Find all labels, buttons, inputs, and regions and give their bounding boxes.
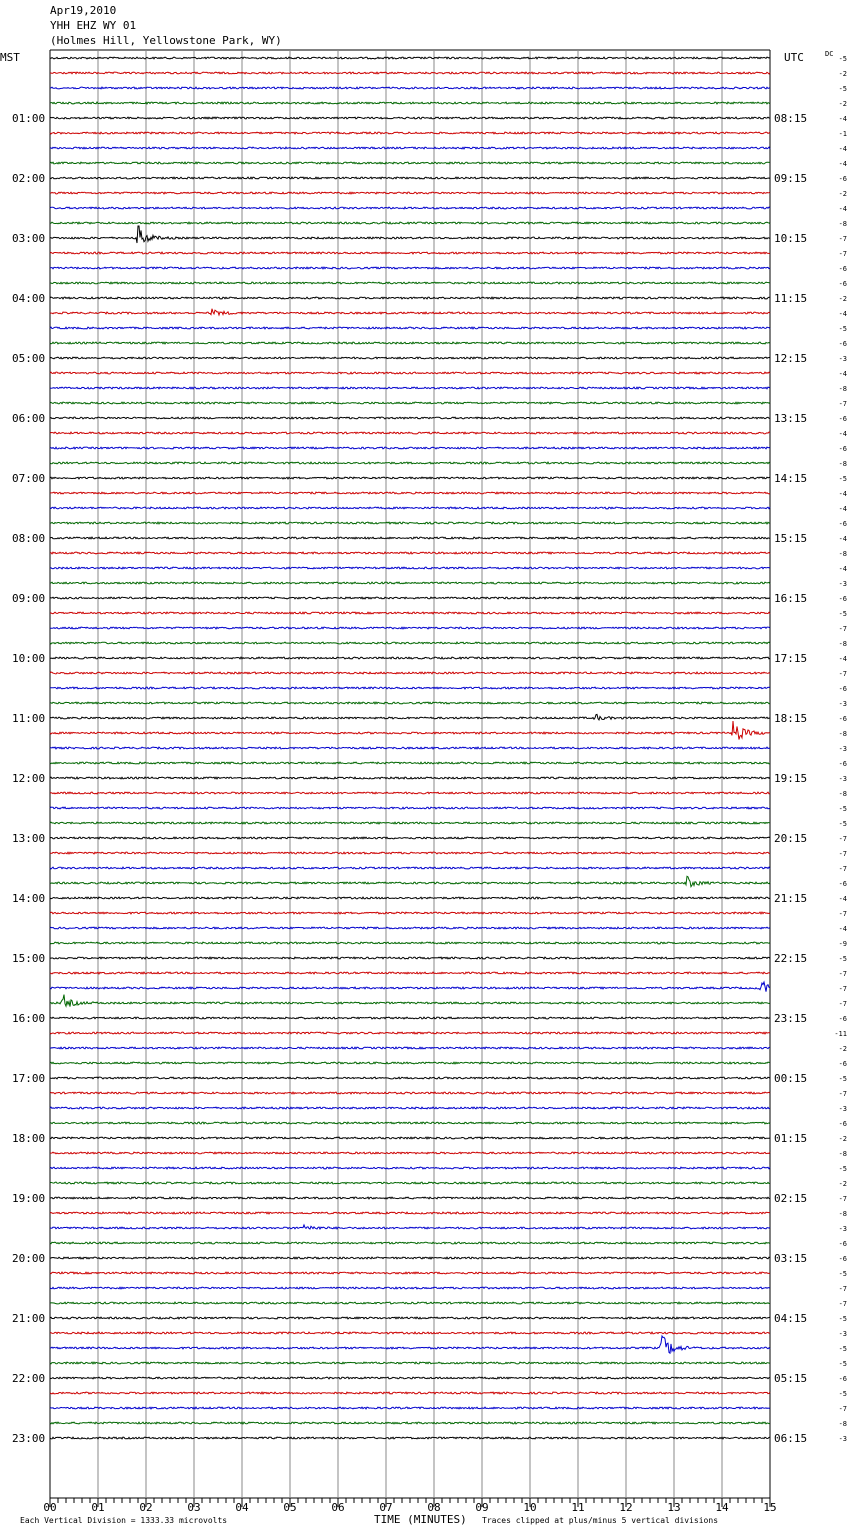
- seismic-trace: [50, 1287, 770, 1289]
- x-tick-label: 06: [331, 1501, 345, 1514]
- utc-hour-label: 17:15: [774, 652, 808, 665]
- dc-offset-label: -3: [838, 1225, 847, 1233]
- dc-offset-label: -4: [838, 160, 847, 168]
- dc-offset-label: -7: [838, 670, 847, 678]
- dc-offset-label: -6: [838, 880, 847, 888]
- dc-offset-label: -2: [838, 1180, 847, 1188]
- mst-hour-label: 16:00: [12, 1012, 46, 1025]
- dc-offset-label: -6: [838, 175, 847, 183]
- dc-offset-label: -8: [838, 1420, 847, 1428]
- seismic-trace: [50, 897, 770, 899]
- dc-offset-label: -7: [838, 865, 847, 873]
- seismic-trace: [50, 492, 770, 494]
- dc-offset-label: -8: [838, 1210, 847, 1218]
- header-station: YHH EHZ WY 01: [50, 19, 137, 32]
- seismic-trace: [50, 1107, 770, 1109]
- x-tick-label: 01: [91, 1501, 105, 1514]
- dc-offset-label: -5: [838, 805, 847, 813]
- mst-hour-label: 04:00: [12, 292, 46, 305]
- utc-hour-label: 19:15: [774, 772, 808, 785]
- dc-offset-label: -5: [838, 820, 847, 828]
- utc-hour-label: 00:15: [774, 1072, 808, 1085]
- dc-offset-label: -3: [838, 355, 847, 363]
- seismic-trace: [50, 1362, 770, 1364]
- dc-offset-label: -2: [838, 70, 847, 78]
- dc-offset-label: -3: [838, 700, 847, 708]
- x-tick-label: 04: [235, 1501, 249, 1514]
- dc-offset-label: -5: [838, 1360, 847, 1368]
- dc-offset-label: -4: [838, 505, 847, 513]
- dc-offset-label: -6: [838, 1375, 847, 1383]
- dc-offset-label: -5: [838, 55, 847, 63]
- dc-offset-label: -7: [838, 1090, 847, 1098]
- seismic-trace: [50, 1392, 770, 1394]
- seismic-trace: [50, 1317, 770, 1319]
- x-tick-label: 08: [427, 1501, 441, 1514]
- seismic-trace: [50, 267, 770, 269]
- dc-offset-label: -7: [838, 910, 847, 918]
- dc-offset-label: -8: [838, 790, 847, 798]
- seismic-trace: [50, 252, 770, 254]
- dc-offset-label: -7: [838, 1195, 847, 1203]
- seismic-trace: [50, 1137, 770, 1139]
- mst-hour-label: 22:00: [12, 1372, 46, 1385]
- dc-offset-label: -1: [838, 130, 847, 138]
- seismic-trace: [50, 672, 770, 674]
- x-tick-label: 07: [379, 1501, 393, 1514]
- seismic-trace: [50, 177, 770, 179]
- seismic-trace: [50, 162, 770, 164]
- dc-offset-label: -5: [838, 1075, 847, 1083]
- seismic-trace: [50, 297, 770, 299]
- seismic-trace: [50, 597, 770, 599]
- seismic-trace: [50, 1032, 770, 1034]
- seismic-trace: [50, 417, 770, 419]
- seismic-trace: [50, 1047, 770, 1049]
- seismic-trace: [50, 1336, 770, 1353]
- utc-hour-label: 12:15: [774, 352, 808, 365]
- seismic-trace: [50, 837, 770, 839]
- seismic-trace: [50, 747, 770, 749]
- dc-offset-label: -3: [838, 1435, 847, 1443]
- dc-offset-label: -6: [838, 1120, 847, 1128]
- dc-offset-label: -7: [838, 250, 847, 258]
- mst-hour-label: 13:00: [12, 832, 46, 845]
- utc-hour-label: 09:15: [774, 172, 808, 185]
- utc-hour-label: 20:15: [774, 832, 808, 845]
- dc-offset-label: -7: [838, 1285, 847, 1293]
- seismic-trace: [50, 222, 770, 224]
- mst-hour-label: 07:00: [12, 472, 46, 485]
- seismic-trace: [50, 687, 770, 689]
- dc-offset-label: -6: [838, 1015, 847, 1023]
- utc-hour-label: 22:15: [774, 952, 808, 965]
- mst-hour-label: 03:00: [12, 232, 46, 245]
- mst-axis-label: MST: [0, 51, 20, 64]
- seismic-trace: [50, 1182, 770, 1184]
- dc-offset-label: -4: [838, 895, 847, 903]
- scale-note: Each Vertical Division = 1333.33 microvolts: [20, 1516, 228, 1525]
- dc-offset-label: -7: [838, 835, 847, 843]
- mst-hour-label: 02:00: [12, 172, 46, 185]
- dc-offset-label: -4: [838, 430, 847, 438]
- seismic-trace: [50, 1167, 770, 1169]
- seismic-trace: [50, 207, 770, 209]
- seismic-trace: [50, 867, 770, 869]
- seismic-trace: [50, 721, 770, 740]
- seismic-trace: [50, 822, 770, 824]
- utc-hour-label: 11:15: [774, 292, 808, 305]
- x-tick-label: 09: [475, 1501, 489, 1514]
- dc-offset-label: -6: [838, 415, 847, 423]
- seismic-trace: [50, 876, 770, 886]
- dc-offset-label: -2: [838, 1045, 847, 1053]
- dc-offset-label: -2: [838, 100, 847, 108]
- seismic-trace: [50, 432, 770, 434]
- mst-hour-label: 17:00: [12, 1072, 46, 1085]
- dc-offset-label: -6: [838, 280, 847, 288]
- dc-offset-label: -7: [838, 850, 847, 858]
- seismic-trace: [50, 1257, 770, 1259]
- seismic-trace: [50, 714, 770, 720]
- seismic-trace: [50, 1377, 770, 1379]
- seismic-trace: [50, 1272, 770, 1274]
- dc-offset-label: -4: [838, 490, 847, 498]
- seismic-trace: [50, 357, 770, 359]
- dc-offset-label: -8: [838, 730, 847, 738]
- dc-offset-label: -7: [838, 1405, 847, 1413]
- dc-offset-label: -2: [838, 1135, 847, 1143]
- dc-offset-label: -7: [838, 1300, 847, 1308]
- mst-hour-label: 09:00: [12, 592, 46, 605]
- dc-offset-label: -5: [838, 1345, 847, 1353]
- utc-hour-label: 10:15: [774, 232, 808, 245]
- seismic-trace: [50, 612, 770, 614]
- seismic-trace: [50, 1242, 770, 1244]
- seismic-trace: [50, 852, 770, 854]
- dc-offset-label: -4: [838, 655, 847, 663]
- seismic-trace: [50, 477, 770, 479]
- mst-hour-label: 15:00: [12, 952, 46, 965]
- dc-offset-label: -7: [838, 1000, 847, 1008]
- seismic-trace: [50, 777, 770, 779]
- seismic-trace: [50, 1422, 770, 1424]
- utc-axis-label: UTC: [784, 51, 804, 64]
- dc-offset-label: -3: [838, 580, 847, 588]
- dc-offset-label: -8: [838, 460, 847, 468]
- dc-offset-label: -7: [838, 970, 847, 978]
- dc-offset-label: -3: [838, 745, 847, 753]
- dc-offset-label: -4: [838, 565, 847, 573]
- utc-hour-label: 02:15: [774, 1192, 808, 1205]
- header-location: (Holmes Hill, Yellowstone Park, WY): [50, 34, 282, 47]
- seismic-trace: [50, 1225, 770, 1229]
- dc-offset-label: -6: [838, 340, 847, 348]
- dc-offset-label: -3: [838, 1105, 847, 1113]
- dc-offset-label: -4: [838, 145, 847, 153]
- utc-hour-label: 15:15: [774, 532, 808, 545]
- mst-hour-label: 20:00: [12, 1252, 46, 1265]
- seismic-trace: [50, 1407, 770, 1409]
- seismic-trace: [50, 1017, 770, 1019]
- dc-offset-label: -6: [838, 520, 847, 528]
- seismic-trace: [50, 927, 770, 929]
- utc-hour-label: 06:15: [774, 1432, 808, 1445]
- dc-offset-label: -8: [838, 385, 847, 393]
- dc-offset-label: -8: [838, 220, 847, 228]
- seismic-trace: [50, 309, 770, 315]
- dc-offset-label: -4: [838, 205, 847, 213]
- seismic-trace: [50, 995, 770, 1007]
- dc-offset-label: -2: [838, 295, 847, 303]
- dc-offset-label: -5: [838, 475, 847, 483]
- x-axis-title: TIME (MINUTES): [374, 1513, 467, 1526]
- seismic-trace: [50, 102, 770, 104]
- dc-offset-label: -6: [838, 265, 847, 273]
- mst-hour-label: 01:00: [12, 112, 46, 125]
- seismic-trace: [50, 582, 770, 584]
- seismic-trace: [50, 1302, 770, 1304]
- seismic-trace: [50, 792, 770, 794]
- x-tick-label: 15: [763, 1501, 777, 1514]
- dc-offset-label: -5: [838, 610, 847, 618]
- mst-hour-label: 19:00: [12, 1192, 46, 1205]
- seismic-trace: [50, 1077, 770, 1079]
- seismic-trace: [50, 1092, 770, 1094]
- dc-offset-label: -4: [838, 535, 847, 543]
- x-tick-label: 14: [715, 1501, 729, 1514]
- seismic-trace: [50, 942, 770, 944]
- seismic-trace: [50, 402, 770, 404]
- seismic-trace: [50, 72, 770, 74]
- dc-offset-label: -8: [838, 640, 847, 648]
- utc-hour-label: 01:15: [774, 1132, 808, 1145]
- dc-offset-label: -5: [838, 955, 847, 963]
- seismic-trace: [50, 282, 770, 284]
- seismic-trace: [50, 1212, 770, 1214]
- seismic-trace: [50, 147, 770, 149]
- utc-hour-label: 18:15: [774, 712, 808, 725]
- dc-offset-label: -6: [838, 595, 847, 603]
- seismic-trace: [50, 537, 770, 539]
- dc-offset-label: -4: [838, 370, 847, 378]
- seismic-trace: [50, 567, 770, 569]
- dc-offset-label: -7: [838, 625, 847, 633]
- utc-hour-label: 14:15: [774, 472, 808, 485]
- mst-hour-label: 11:00: [12, 712, 46, 725]
- seismic-trace: [50, 657, 770, 659]
- utc-hour-label: 05:15: [774, 1372, 808, 1385]
- mst-hour-label: 21:00: [12, 1312, 46, 1325]
- seismic-trace: [50, 1062, 770, 1064]
- seismic-trace: [50, 1152, 770, 1154]
- x-tick-label: 00: [43, 1501, 57, 1514]
- seismic-trace: [50, 226, 770, 243]
- seismic-trace: [50, 1332, 770, 1334]
- dc-offset-label: -7: [838, 400, 847, 408]
- utc-hour-label: 04:15: [774, 1312, 808, 1325]
- dc-offset-label: -2: [838, 190, 847, 198]
- dc-offset-label: -6: [838, 715, 847, 723]
- seismic-trace: [50, 387, 770, 389]
- clip-note: Traces clipped at plus/minus 5 vertical divisions: [482, 1516, 719, 1525]
- utc-hour-label: 16:15: [774, 592, 808, 605]
- seismic-trace: [50, 982, 770, 992]
- seismic-trace: [50, 552, 770, 554]
- mst-hour-label: 05:00: [12, 352, 46, 365]
- header-date: Apr19,2010: [50, 4, 117, 17]
- seismic-trace: [50, 507, 770, 509]
- x-tick-label: 12: [619, 1501, 633, 1514]
- seismic-trace: [50, 972, 770, 974]
- seismic-trace: [50, 702, 770, 704]
- seismic-trace: [50, 522, 770, 524]
- seismic-trace: [50, 642, 770, 644]
- seismic-trace: [50, 117, 770, 119]
- mst-hour-label: 06:00: [12, 412, 46, 425]
- seismic-trace: [50, 327, 770, 329]
- seismic-trace: [50, 1122, 770, 1124]
- seismic-trace: [50, 912, 770, 914]
- dc-offset-label: -5: [838, 1165, 847, 1173]
- mst-hour-label: 12:00: [12, 772, 46, 785]
- seismic-trace: [50, 627, 770, 629]
- seismic-trace: [50, 57, 770, 59]
- seismic-trace: [50, 1197, 770, 1199]
- mst-hour-label: 10:00: [12, 652, 46, 665]
- utc-hour-label: 13:15: [774, 412, 808, 425]
- dc-offset-label: -6: [838, 1255, 847, 1263]
- x-tick-label: 13: [667, 1501, 681, 1514]
- dc-offset-label: -4: [838, 310, 847, 318]
- mst-hour-label: 18:00: [12, 1132, 46, 1145]
- utc-hour-label: 23:15: [774, 1012, 808, 1025]
- mst-hour-label: 23:00: [12, 1432, 46, 1445]
- x-tick-label: 10: [523, 1501, 537, 1514]
- seismic-trace: [50, 447, 770, 449]
- dc-offset-label: -5: [838, 1270, 847, 1278]
- dc-offset-label: -8: [838, 1150, 847, 1158]
- seismic-trace: [50, 132, 770, 134]
- x-tick-label: 05: [283, 1501, 297, 1514]
- dc-offset-label: -5: [838, 85, 847, 93]
- dc-offset-label: -6: [838, 1240, 847, 1248]
- seismic-trace: [50, 762, 770, 764]
- seismic-trace: [50, 807, 770, 809]
- dc-offset-label: -6: [838, 445, 847, 453]
- mst-hour-label: 14:00: [12, 892, 46, 905]
- trace-lines: [50, 57, 770, 1439]
- dc-offset-label: -6: [838, 1060, 847, 1068]
- dc-offset-label: -4: [838, 925, 847, 933]
- seismic-trace: [50, 372, 770, 374]
- dc-offset-label: -6: [838, 685, 847, 693]
- x-tick-label: 11: [571, 1501, 585, 1514]
- dc-offset-label: -3: [838, 1330, 847, 1338]
- dc-offset-label: -8: [838, 550, 847, 558]
- dc-label: DC: [825, 50, 834, 58]
- dc-offset-label: -7: [838, 235, 847, 243]
- seismic-trace: [50, 87, 770, 89]
- dc-offset-label: -11: [834, 1030, 847, 1038]
- x-tick-label: 03: [187, 1501, 201, 1514]
- x-tick-label: 02: [139, 1501, 153, 1514]
- dc-offset-label: -6: [838, 760, 847, 768]
- dc-offset-label: -7: [838, 985, 847, 993]
- seismic-trace: [50, 1437, 770, 1439]
- dc-offset-label: -3: [838, 775, 847, 783]
- dc-offset-label: -9: [838, 940, 847, 948]
- seismic-trace: [50, 192, 770, 194]
- utc-hour-label: 08:15: [774, 112, 808, 125]
- seismic-trace: [50, 462, 770, 464]
- dc-offset-label: -5: [838, 1315, 847, 1323]
- dc-offset-label: -5: [838, 1390, 847, 1398]
- utc-hour-label: 21:15: [774, 892, 808, 905]
- dc-offset-label: -5: [838, 325, 847, 333]
- mst-hour-label: 08:00: [12, 532, 46, 545]
- utc-hour-label: 03:15: [774, 1252, 808, 1265]
- seismic-trace: [50, 957, 770, 959]
- dc-offset-label: -4: [838, 115, 847, 123]
- seismic-trace: [50, 342, 770, 344]
